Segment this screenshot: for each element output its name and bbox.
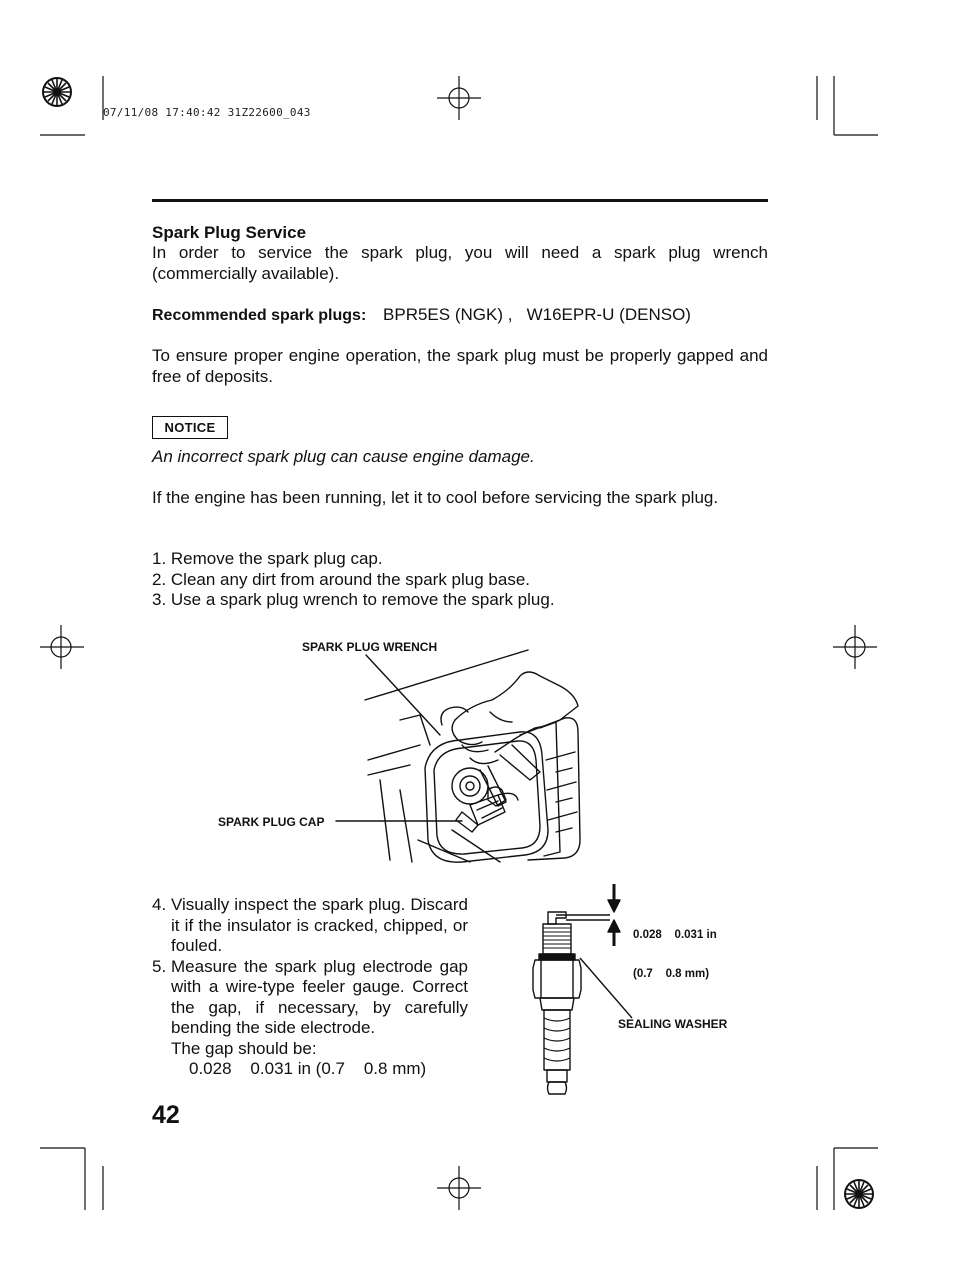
step-4-text: Visually inspect the spark plug. Discard it if the insulator is cracked, chipped, or fouled. (171, 895, 468, 955)
steps-bottom (152, 895, 468, 1080)
notice-text: An incorrect spark plug can cause engine damage. (152, 447, 535, 466)
intro-paragraph: In order to service the spark plug, you will need a spark plug wrench (commercially available). (152, 243, 768, 283)
gap-callout (633, 903, 717, 994)
proper-operation-paragraph: To ensure proper engine operation, the spark plug must be properly gapped and free of deposits. (152, 346, 768, 386)
cool-note-paragraph: If the engine has been running, let it to cool before servicing the spark plug. (152, 488, 719, 507)
gap-intro: The gap should be: (171, 1038, 317, 1058)
list-item: 2. Clean any dirt from around the spark plug base. (152, 569, 530, 589)
spark-plug-illustration (533, 884, 632, 1094)
page-number: 42 (152, 1101, 180, 1129)
list-item: 3. Use a spark plug wrench to remove the spark plug. (152, 590, 555, 609)
list-item: 1. Remove the spark plug cap. (152, 549, 383, 568)
step-5 (152, 957, 468, 1039)
wrench-callout: SPARK PLUG WRENCH (302, 640, 438, 654)
recommended-label: Recommended spark plugs: (152, 307, 367, 324)
step-5-number: 5. (152, 956, 167, 976)
gap-value: 0.028 0.031 in (0.7 0.8 mm) (189, 1059, 427, 1078)
print-stamp: 07/11/08 17:40:42 31Z22600_043 (103, 106, 311, 119)
step-4-number: 4. (152, 895, 167, 914)
gap-callout-inches: 0.028 0.031 in (633, 929, 717, 941)
step-5-text: Measure the spark plug electrode gap with a wire-type feeler gauge. Correct the gap, if necessary, by carefully bending the side electrode. (171, 956, 468, 1037)
section-heading: Spark Plug Service (152, 223, 307, 242)
recommended-value: BPR5ES (NGK) , W16EPR-U (DENSO) (383, 305, 691, 324)
cap-callout: SPARK PLUG CAP (218, 815, 325, 829)
notice-badge: NOTICE (152, 416, 228, 439)
step-4 (152, 895, 468, 957)
washer-callout: SEALING WASHER (618, 1017, 728, 1031)
gap-callout-mm: (0.7 0.8 mm) (633, 968, 710, 980)
